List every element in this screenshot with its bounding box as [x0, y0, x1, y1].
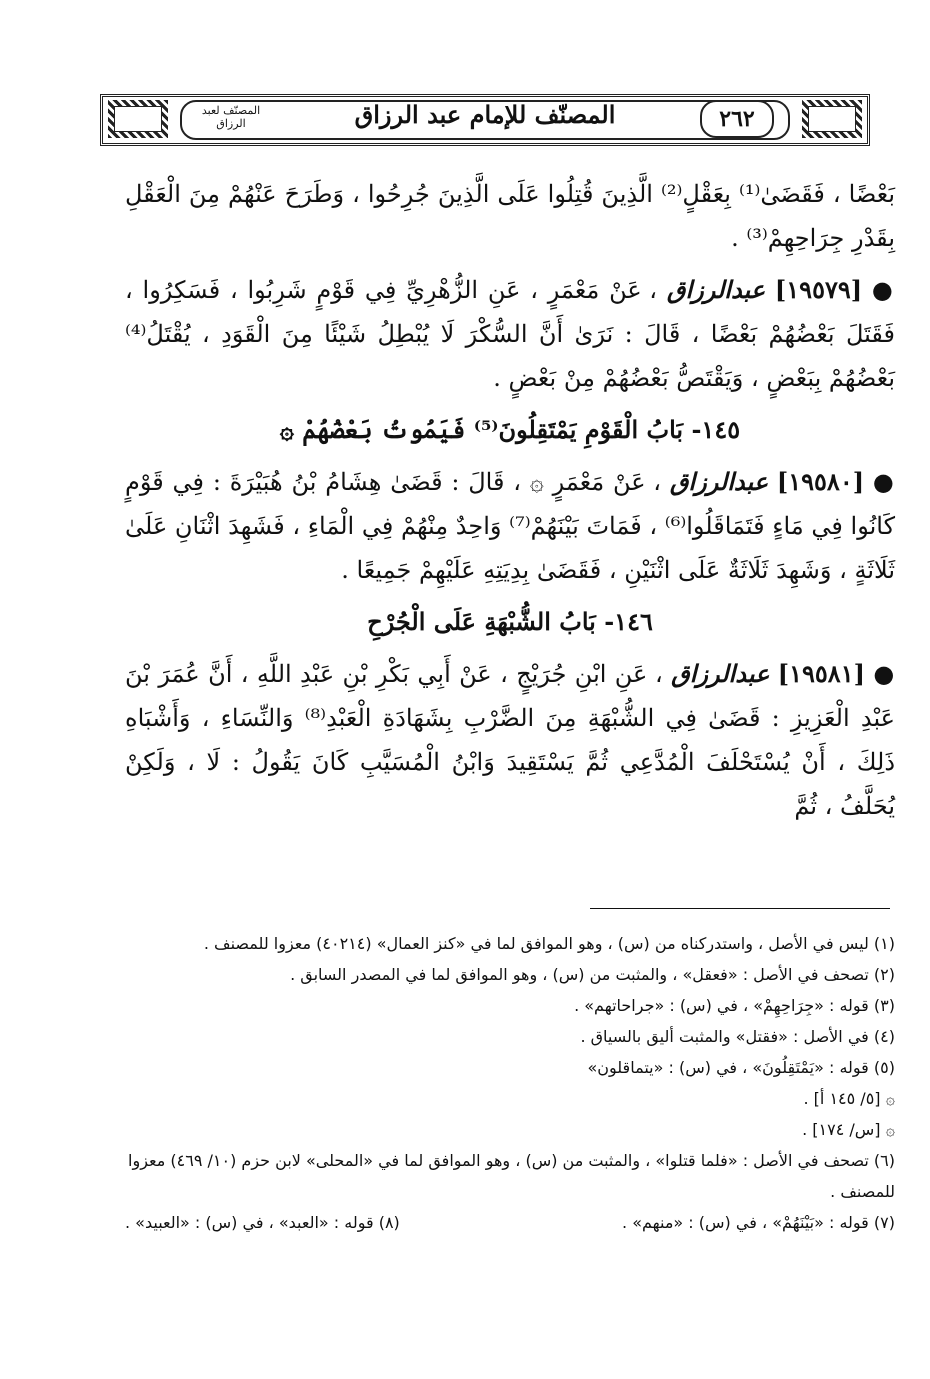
footnote-6: (٦) تصحف في الأصل : «فلما قتلوا» ، والمثبت من (س) ، وهو الموافق لما في «المحلى» لابن حزم (١٠/ ٤٦٩) معزوا للمصنف .: [128, 1151, 895, 1201]
chapter-heading-146: ١٤٦- بَابُ الشُّبْهَةِ عَلَى الْجُرْحِ: [367, 607, 653, 636]
bullet-icon: ●: [873, 659, 895, 688]
footnote-4: (٤) في الأصل : «فقتل» والمثبت أليق بالسياق .: [580, 1027, 895, 1046]
hadith-author: عبدالرزاق: [669, 467, 769, 496]
footnote-7: (٧) قوله : «بَيْنَهُمْ» ، في (س) : «منهم» .: [622, 1213, 895, 1232]
main-text: [125, 172, 895, 836]
hadith-number: [١٩٥٨٠]: [776, 467, 865, 496]
footnote-5: (٥) قوله : «يَمْتَقِلُونَ» ، في (س) : «يتماقلون»: [587, 1058, 895, 1077]
book-title: المصنّف للإمام عبد الرزاق: [354, 100, 616, 129]
margin-marker-1: ۞ [٥/ ١٤٥ أ] .: [803, 1089, 895, 1108]
hadith-text: ، عَنْ مَعْمَرٍ ، عَنِ الزُّهْرِيِّ فِي قَوْمٍ شَرِبُوا ، فَسَكِرُوا ، فَقَتَلَ بَعْضُهُمْ بَعْضًا ، قَالَ : نَرَىٰ أَنَّ السُّكْرَ لَا يُبْطِلُ شَيْئًا مِنَ الْقَوَدِ ، يُقْتَلُ⁽⁴⁾ بَعْضُهُمْ بِبَعْضٍ ، وَيَقْتَصُّ بَعْضُهُمْ مِنْ بَعْضٍ .: [125, 276, 896, 392]
margin-marker-2: ۞ [س/ ١٧٤] .: [802, 1120, 895, 1139]
bullet-icon: ●: [872, 467, 895, 496]
hadith-19580: [125, 460, 895, 592]
hadith-number: [١٩٥٧٩]: [774, 275, 863, 304]
header-badge: المصنّف لعبد الرزاق: [201, 104, 261, 130]
chapter-heading-145: ١٤٥- بَابُ الْقَوْمِ يَمْتَقِلُونَ⁽⁵⁾ فَيَمُوتُ بَعْضُهُمْ ۞: [279, 415, 741, 444]
footnote-8: (٨) قوله : «العبد» ، في (س) : «العبيد» .: [125, 1213, 400, 1232]
footnote-divider: [590, 908, 890, 909]
hadith-19581: [125, 652, 895, 828]
paragraph-continuation: بَعْضًا ، فَقَضَىٰ⁽¹⁾ بِعَقْلٍ⁽²⁾ الَّذِينَ قُتِلُوا عَلَى الَّذِينَ جُرِحُوا ، وَطَرَحَ عَنْهُمْ مِنَ الْعَقْلِ بِقَدْرِ جِرَاحِهِمْ⁽³⁾ .: [125, 180, 896, 252]
footnote-1: (١) ليس في الأصل ، واستدركناه من (س) ، وهو الموافق لما في «كنز العمال» (٤٠٢١٤) معزوا للمصنف .: [203, 934, 895, 953]
footnote-2: (٢) تصحف في الأصل : «فعقل» ، والمثبت من (س) ، وهو الموافق لما في المصدر السابق .: [290, 965, 895, 984]
bullet-icon: ●: [871, 275, 895, 304]
hadith-number: [١٩٥٨١]: [777, 659, 865, 688]
hadith-text: ، عَنْ مَعْمَرٍ ۞ ، قَالَ : قَضَىٰ هِشَامُ بْنُ هُبَيْرَةَ : فِي قَوْمٍ كَانُوا فِي مَاءٍ فَتَمَاقَلُوا⁽⁶⁾ ، فَمَاتَ بَيْنَهُمْ⁽⁷⁾ وَاحِدٌ مِنْهُمْ فِي الْمَاءِ ، فَشَهِدَ اثْنَانِ عَلَىٰ ثَلَاثَةٍ ، وَشَهِدَ ثَلَاثَةٌ عَلَى اثْنَيْنِ ، فَقَضَىٰ بِدِيَتِهِ عَلَيْهِمْ جَمِيعًا .: [125, 468, 896, 584]
hadith-author: عبدالرزاق: [671, 659, 770, 688]
page-header: [100, 94, 870, 146]
page-number: ٢٦٢: [700, 100, 774, 138]
hadith-text: ، عَنِ ابْنِ جُرَيْجٍ ، عَنْ أَبِي بَكْرِ بْنِ عَبْدِ اللَّهِ ، أَنَّ عُمَرَ بْنَ عَبْدِ الْعَزِيزِ : قَضَىٰ فِي الشُّبْهَةِ مِنَ الضَّرْبِ بِشَهَادَةِ الْعَبْدِ⁽⁸⁾ وَالنِّسَاءِ ، وَأَشْبَاهِ ذَلِكَ ، أَنْ يُسْتَحْلَفَ الْمُدَّعِي ثُمَّ يَسْتَقِيدَ وَابْنُ الْمُسَيَّبِ كَانَ يَقُولُ : لَا ، وَلَكِنْ يُحَلَّفُ ، ثُمَّ: [125, 660, 895, 820]
footnote-row: [125, 1207, 895, 1238]
footnotes: [125, 928, 895, 1238]
hadith-author: عبدالرزاق: [666, 275, 766, 304]
footnote-3: (٣) قوله : «جِرَاحِهِمْ» ، في (س) : «جراحاتهم» .: [574, 996, 895, 1015]
hadith-19579: [125, 268, 895, 400]
